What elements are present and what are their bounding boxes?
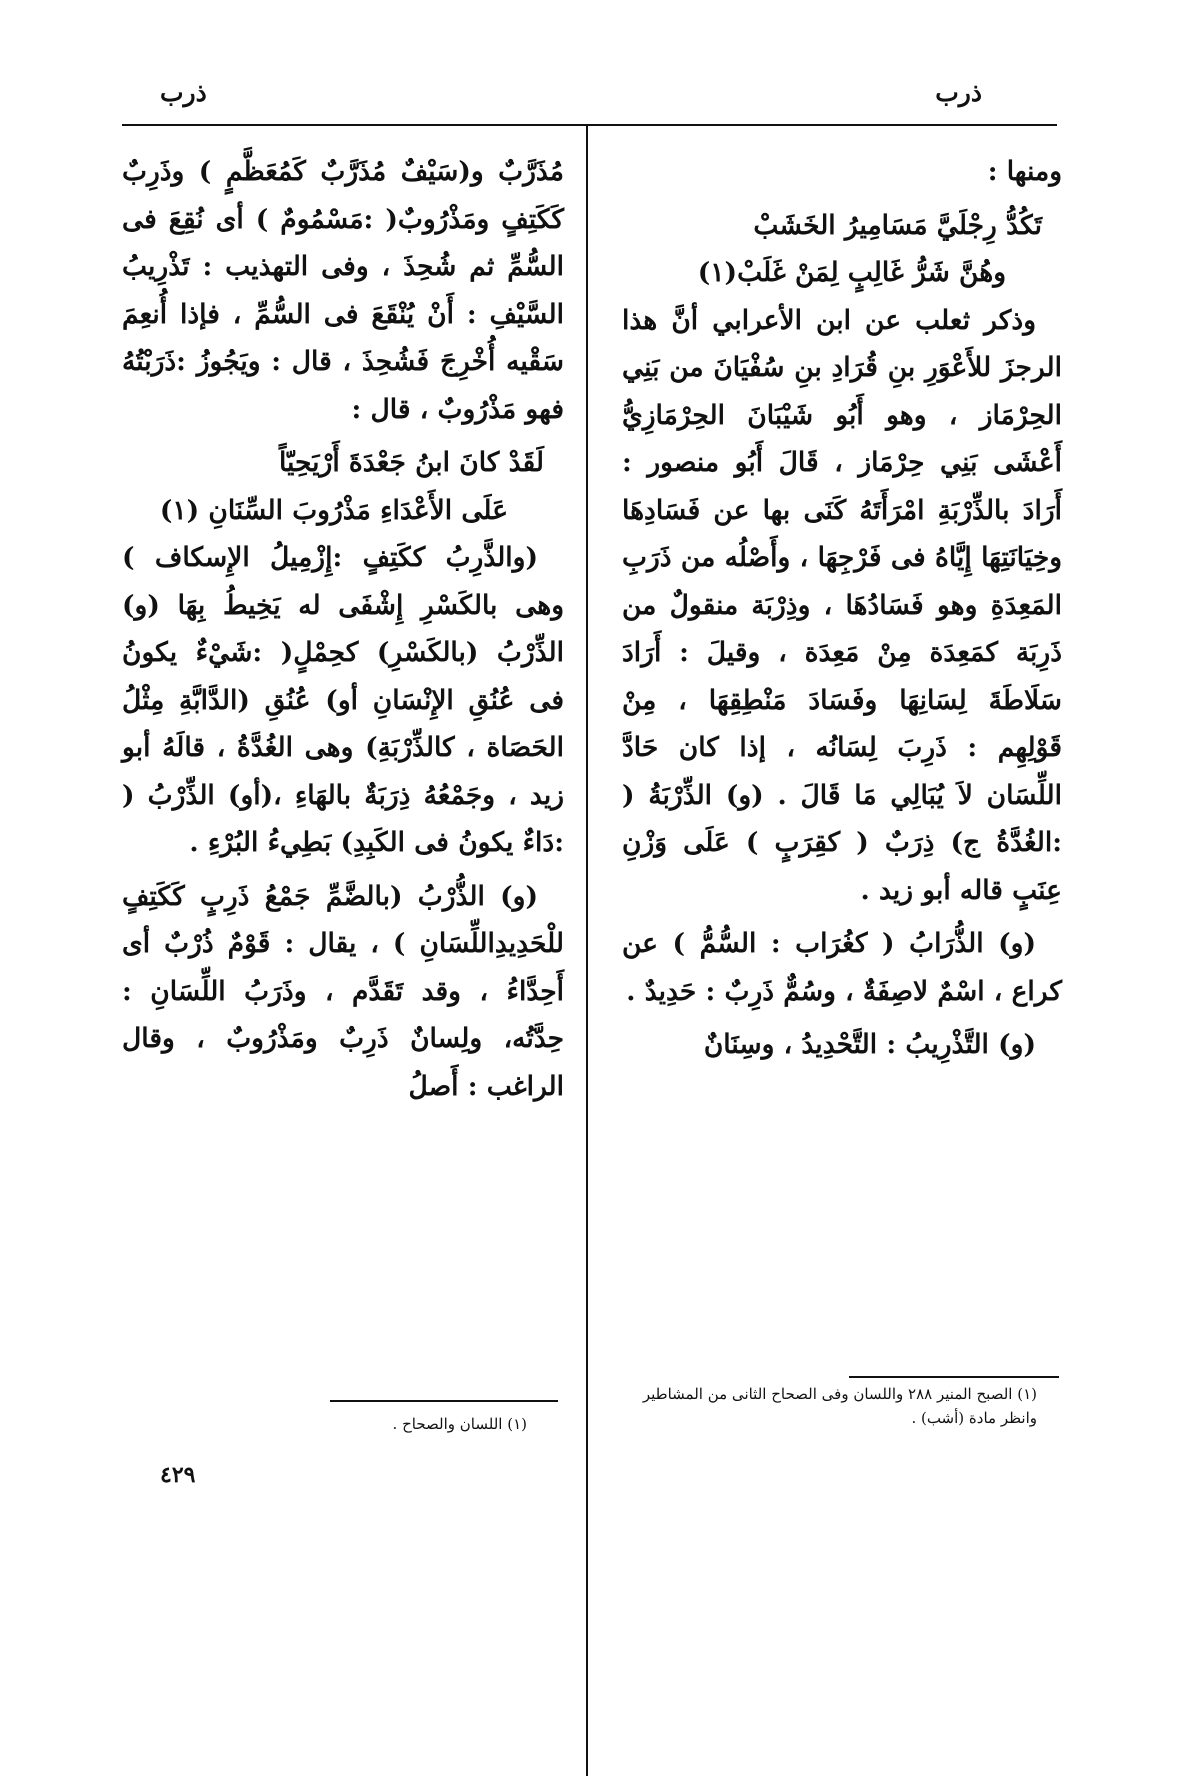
right-verse — [622, 202, 1062, 297]
right-verse-line-1: تَكُدُّ رِجْلَيَّ مَسَامِيرُ الخَشَبْ — [753, 209, 1042, 241]
right-paragraph-3: (و) التَّذْرِيبُ : التَّحْدِيدُ ، وسِنَانٌ — [703, 1029, 1036, 1060]
left-paragraph-3: (و) الذُّرْبُ (بالضَّمِّ جَمْعُ ذَرِبٍ كَكَتِفٍ للْحَدِيدِاللِّسَانِ ) ، يقال : قَوْمٌ ذُرْبٌ أى أَحِدَّاءُ ، وقد تَقَدَّم ، وذَرَبُ اللِّسَانِ : حِدَّتُه، ولِسانٌ ذَرِبٌ ومَذْرُوبٌ ، وقال الراغب : أَصلُ — [122, 880, 564, 1102]
left-paragraph-1: مُذَرَّبٌ و(سَيْفٌ مُذَرَّبٌ كَمُعَظَّمٍ ) وذَرِبٌ كَكَتِفٍ ومَذْرُوبٌ( :مَسْمُومٌ ) أى نُقِعَ فى السُّمِّ ثم شُحِذَ ، وفى التهذيب : تَذْرِيبُ السَّيْفِ : أَنْ يُنْقَعَ فى السُّمِّ ، فإذا أُنعِمَ سَقْيه أُخْرِجَ فَشُحِذَ ، قال : ويَجُوزُ :ذَرَبْتُهُ فهو مَذْرُوبٌ ، قال : — [122, 156, 564, 425]
right-column — [622, 148, 1062, 1075]
right-intro: ومنها : — [987, 156, 1062, 187]
left-verse — [122, 439, 564, 534]
footnote-rule-right — [849, 1376, 1059, 1378]
footnote-right: (١) الصبح المنير ٢٨٨ واللسان وفى الصحاح الثانى من المشاطير وانظر مادة (أشب) . — [642, 1385, 1037, 1427]
running-header-right: ذرب — [935, 78, 982, 107]
header-rule — [122, 124, 1057, 126]
footnote-left: (١) اللسان والصحاح . — [392, 1415, 527, 1433]
column-divider — [586, 126, 588, 1776]
right-paragraph-2: (و) الذُّرَابُ ( كغُرَاب : السُّمُّ ) عن كراع ، اسْمٌ لاصِفَةٌ ، وسُمٌّ ذَرِبٌ : حَدِيدٌ . — [622, 928, 1062, 1007]
left-column — [122, 148, 564, 1116]
left-verse-line-1: لَقَدْ كانَ ابنُ جَعْدَةَ أَرْيَحِيّاً — [278, 447, 544, 478]
right-verse-line-2: وهُنَّ شَرُّ غَالِبٍ لِمَنْ غَلَبْ(١) — [697, 257, 1006, 288]
page-number: ٤٢٩ — [160, 1462, 196, 1488]
left-verse-line-2: عَلَى الأَعْدَاءِ مَذْرُوبَ السِّنَانِ (١) — [159, 494, 508, 526]
running-header-left: ذرب — [160, 78, 207, 107]
footnote-rule-left — [330, 1400, 558, 1402]
left-paragraph-2: (والذَّرِبُ ككَتِفٍ :إِزْمِيلُ الإِسكاف ) وهى بالكَسْرِ إِشْفَى له يَخِيطُ بِهَا (و) الذِّرْبُ (بالكَسْرِ) كحِمْلٍ( :شَيْءٌ يكونُ فى عُنُقِ الإِنْسَانِ أو) عُنُقِ (الدَّابَّةِ مِثْلُ الحَصَاة ، كالذِّرْبَةِ) وهى الغُدَّةُ ، قالَهُ أبو زيد ، وجَمْعُهُ ذِرَبَةٌ بالهَاءِ ،(أو) الذِّرْبُ ( :دَاءٌ يكونُ فى الكَبِدِ) بَطِيءُ البُرْءِ . — [122, 542, 564, 858]
right-paragraph-1: وذكر ثعلب عن ابن الأعرابي أنَّ هذا الرجزَ للأَعْوَرِ بنِ قُرَادِ بنِ سُفْيَانَ من بَنِي الحِرْمَاز ، وهو أَبُو شَيْبَانَ الحِرْمَازِيُّ أَعْشَى بَنِي حِرْمَاز ، قَالَ أَبُو منصور : أَرَادَ بالذِّرْبَةِ امْرَأَتَهُ كَنَى بها عن فَسَادِهَا وخِيَانَتِهَا إِيَّاهُ فى فَرْجِهَا ، وأَصْلُه من ذَرَبِ المَعِدَةِ وهو فَسَادُهَا ، وذِرْبَة منقولٌ من ذَرِبَة كمَعِدَة مِنْ مَعِدَة ، وقيلَ : أَرَادَ سَلَاطَةَ لِسَانِهَا وفَسَادَ مَنْطِقِهَا ، مِنْ قَوْلِهِم : ذَرِبَ لِسَانُه ، إذا كان حَادَّ اللِّسَان لاَ يُبَالِي مَا قَالَ . (و) الذِّرْبَةُ ( :الغُدَّةُ ج) ذِرَبٌ ( كقِرَبٍ ) عَلَى وَزْنِ عِنَبٍ قاله أبو زيد . — [622, 304, 1062, 906]
